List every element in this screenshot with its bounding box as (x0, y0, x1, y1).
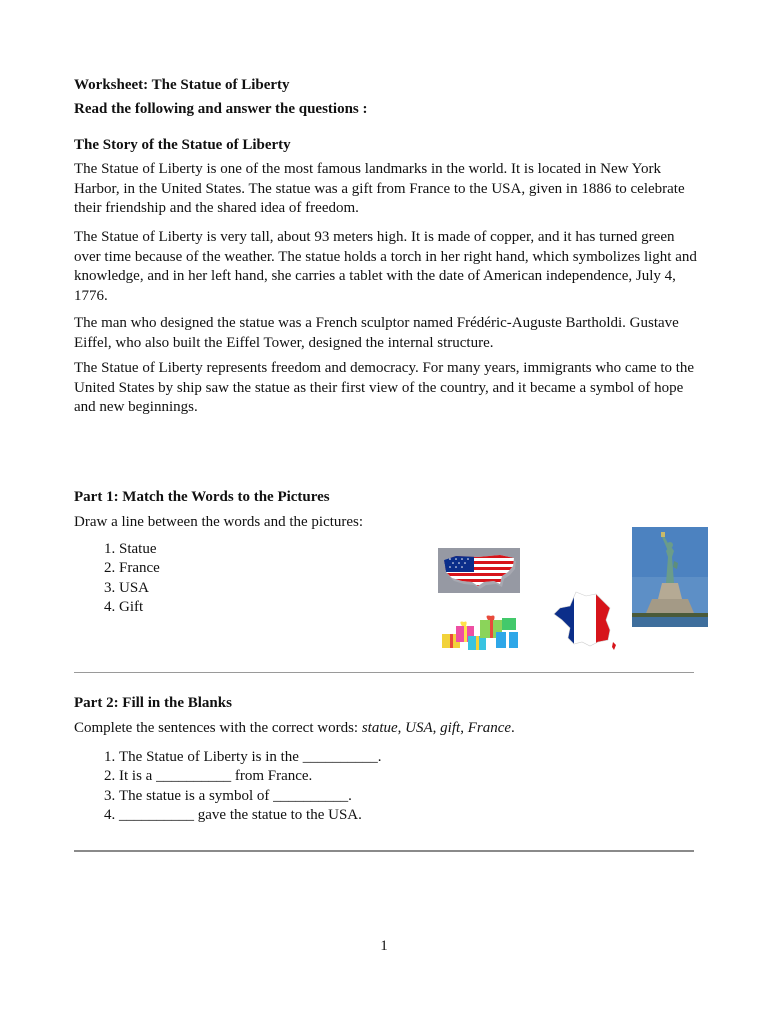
list-item: 1. The Statue of Liberty is in the __________. (119, 748, 381, 767)
usa-flag-map-picture (438, 548, 520, 593)
part1-instruction: Draw a line between the words and the pictures: (74, 514, 364, 530)
word-bank-item: France (467, 720, 512, 736)
word-bank-item: gift (440, 720, 461, 736)
story-paragraph-1: The Statue of Liberty is one of the most famous landmarks in the world. It is located in New York Harbor, in the United States. The statue was a gift from France to the USA, given in 1886 to celebrate their friendship and the shared idea of freedom. (74, 161, 685, 216)
part2-heading: Part 2: Fill in the Blanks (74, 695, 232, 711)
list-item: 4. Gift (119, 598, 160, 617)
part2-instruction-suffix: . (511, 720, 515, 736)
story-paragraph-2: The Statue of Liberty is very tall, about 93 meters high. It is made of copper, and it has turned green over time because of the weather. The statue holds a torch in her right hand, which symbolizes light and knowledge, and in her left hand, she carries a tablet with the date of American independence, July 4, 1776. (74, 229, 697, 304)
part2-instruction (74, 720, 515, 737)
word-bank-separator: , (460, 720, 468, 736)
list-item: 2. France (119, 559, 160, 578)
story-paragraph-4: The Statue of Liberty represents freedom and democracy. For many years, immigrants who came to the United States by ship saw the statue as their first view of the country, and it became a symbol of hope and new beginnings. (74, 360, 695, 415)
page-number: 1 (380, 938, 388, 954)
word-bank-item: USA (405, 720, 433, 736)
france-flag-map-picture (552, 590, 618, 652)
story-paragraph-3: The man who designed the statue was a French sculptor named Frédéric-Auguste Bartholdi. Gustave Eiffel, who also built the Eiffel Tower, designed the internal structure. (74, 315, 679, 351)
part2-instruction-prefix: Complete the sentences with the correct words: (74, 720, 362, 736)
word-bank-separator: , (397, 720, 406, 736)
worksheet-title: Worksheet: The Statue of Liberty (74, 77, 290, 93)
list-item: 4. __________ gave the statue to the USA. (119, 806, 381, 825)
gift-boxes-picture (440, 612, 524, 652)
list-item: 1. Statue (119, 540, 160, 559)
word-bank-item: statue (361, 720, 398, 736)
section-divider (74, 850, 694, 852)
list-item: 3. The statue is a symbol of __________. (119, 787, 381, 806)
section-divider (74, 672, 694, 673)
instructions: Read the following and answer the questions : (74, 101, 368, 117)
list-item: 3. USA (119, 579, 160, 598)
statue-of-liberty-picture (632, 527, 708, 627)
story-heading: The Story of the Statue of Liberty (74, 137, 291, 153)
fill-in-list (74, 748, 381, 825)
match-word-list (74, 540, 160, 617)
part1-heading: Part 1: Match the Words to the Pictures (74, 489, 330, 505)
word-bank-separator: , (432, 720, 441, 736)
list-item: 2. It is a __________ from France. (119, 767, 381, 786)
